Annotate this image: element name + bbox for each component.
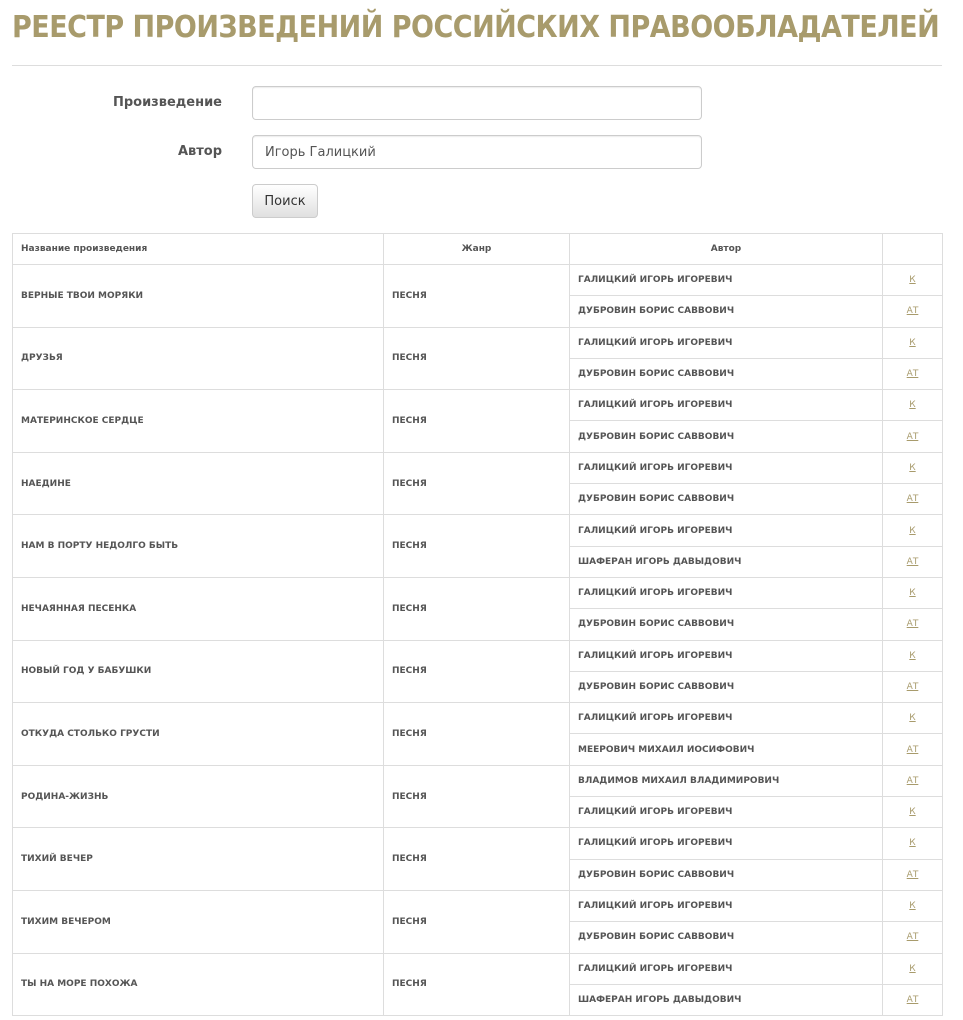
role-link[interactable]: АТ: [906, 619, 919, 630]
work-title-cell: ОТКУДА СТОЛЬКО ГРУСТИ: [13, 703, 384, 766]
role-cell: [883, 922, 943, 953]
header-role: [883, 234, 943, 265]
work-title-cell: МАТЕРИНСКОЕ СЕРДЦЕ: [13, 390, 384, 453]
table-row: [13, 390, 943, 421]
work-input[interactable]: [252, 86, 702, 120]
role-link[interactable]: АТ: [906, 369, 919, 380]
role-link[interactable]: К: [909, 807, 916, 818]
role-link[interactable]: К: [909, 337, 916, 348]
role-cell: [883, 452, 943, 483]
genre-cell: ПЕСНЯ: [384, 890, 570, 953]
author-name-cell: ГАЛИЦКИЙ ИГОРЬ ИГОРЕВИЧ: [570, 577, 883, 608]
role-link[interactable]: АТ: [906, 494, 919, 505]
author-name-cell: ГАЛИЦКИЙ ИГОРЬ ИГОРЕВИЧ: [570, 890, 883, 921]
role-link[interactable]: К: [909, 963, 916, 974]
work-title-cell: ТЫ НА МОРЕ ПОХОЖА: [13, 953, 384, 1016]
author-name-cell: ГАЛИЦКИЙ ИГОРЬ ИГОРЕВИЧ: [570, 327, 883, 358]
role-cell: [883, 296, 943, 327]
work-title-cell: ДРУЗЬЯ: [13, 327, 384, 390]
page-title: РЕЕСТР ПРОИЗВЕДЕНИЙ РОССИЙСКИХ ПРАВООБЛАДАТЕЛЕЙ: [12, 10, 940, 45]
role-cell: [883, 358, 943, 389]
role-cell: [883, 484, 943, 515]
table-row: [13, 327, 943, 358]
table-row: [13, 703, 943, 734]
genre-cell: ПЕСНЯ: [384, 765, 570, 828]
author-name-cell: ДУБРОВИН БОРИС САВВОВИЧ: [570, 609, 883, 640]
work-title-cell: ВЕРНЫЕ ТВОИ МОРЯКИ: [13, 265, 384, 328]
author-name-cell: ГАЛИЦКИЙ ИГОРЬ ИГОРЕВИЧ: [570, 797, 883, 828]
role-link[interactable]: АТ: [906, 431, 919, 442]
role-cell: [883, 609, 943, 640]
role-cell: [883, 640, 943, 671]
author-name-cell: ШАФЕРАН ИГОРЬ ДАВЫДОВИЧ: [570, 546, 883, 577]
author-name-cell: ДУБРОВИН БОРИС САВВОВИЧ: [570, 859, 883, 890]
role-link[interactable]: К: [909, 588, 916, 599]
role-link[interactable]: К: [909, 275, 916, 286]
role-cell: [883, 797, 943, 828]
role-cell: [883, 390, 943, 421]
genre-cell: ПЕСНЯ: [384, 953, 570, 1016]
role-cell: [883, 828, 943, 859]
table-row: [13, 890, 943, 921]
author-name-cell: ГАЛИЦКИЙ ИГОРЬ ИГОРЕВИЧ: [570, 515, 883, 546]
genre-cell: ПЕСНЯ: [384, 828, 570, 891]
role-cell: [883, 327, 943, 358]
role-link[interactable]: К: [909, 838, 916, 849]
work-title-cell: ТИХИЙ ВЕЧЕР: [13, 828, 384, 891]
role-link[interactable]: К: [909, 525, 916, 536]
table-row: [13, 765, 943, 796]
header-title: Название произведения: [13, 234, 384, 265]
search-button[interactable]: Поиск: [252, 184, 318, 218]
author-name-cell: ДУБРОВИН БОРИС САВВОВИЧ: [570, 484, 883, 515]
genre-cell: ПЕСНЯ: [384, 577, 570, 640]
work-title-cell: НАЕДИНЕ: [13, 452, 384, 515]
table-row: [13, 265, 943, 296]
role-link[interactable]: АТ: [906, 775, 919, 786]
author-name-cell: ВЛАДИМОВ МИХАИЛ ВЛАДИМИРОВИЧ: [570, 765, 883, 796]
table-row: [13, 953, 943, 984]
role-cell: [883, 421, 943, 452]
author-label: Автор: [177, 144, 222, 159]
author-name-cell: ДУБРОВИН БОРИС САВВОВИЧ: [570, 296, 883, 327]
work-title-cell: НОВЫЙ ГОД У БАБУШКИ: [13, 640, 384, 703]
role-link[interactable]: АТ: [906, 869, 919, 880]
role-cell: [883, 984, 943, 1015]
role-link[interactable]: АТ: [906, 306, 919, 317]
role-cell: [883, 265, 943, 296]
author-name-cell: ДУБРОВИН БОРИС САВВОВИЧ: [570, 671, 883, 702]
role-cell: [883, 703, 943, 734]
genre-cell: ПЕСНЯ: [384, 515, 570, 578]
author-name-cell: МЕЕРОВИЧ МИХАИЛ ИОСИФОВИЧ: [570, 734, 883, 765]
genre-cell: ПЕСНЯ: [384, 390, 570, 453]
role-link[interactable]: АТ: [906, 744, 919, 755]
author-name-cell: ГАЛИЦКИЙ ИГОРЬ ИГОРЕВИЧ: [570, 452, 883, 483]
author-name-cell: ГАЛИЦКИЙ ИГОРЬ ИГОРЕВИЧ: [570, 703, 883, 734]
role-cell: [883, 765, 943, 796]
role-link[interactable]: К: [909, 901, 916, 912]
role-link[interactable]: К: [909, 713, 916, 724]
role-cell: [883, 734, 943, 765]
table-row: [13, 640, 943, 671]
table-row: [13, 828, 943, 859]
table-row: [13, 577, 943, 608]
genre-cell: ПЕСНЯ: [384, 640, 570, 703]
author-input[interactable]: [252, 135, 702, 169]
work-title-cell: НАМ В ПОРТУ НЕДОЛГО БЫТЬ: [13, 515, 384, 578]
table-row: [13, 515, 943, 546]
author-name-cell: ДУБРОВИН БОРИС САВВОВИЧ: [570, 421, 883, 452]
role-cell: [883, 546, 943, 577]
author-name-cell: ДУБРОВИН БОРИС САВВОВИЧ: [570, 358, 883, 389]
author-name-cell: ШАФЕРАН ИГОРЬ ДАВЫДОВИЧ: [570, 984, 883, 1015]
role-link[interactable]: К: [909, 462, 916, 473]
title-divider: [12, 65, 942, 66]
role-cell: [883, 890, 943, 921]
role-cell: [883, 859, 943, 890]
work-label: Произведение: [112, 95, 222, 110]
work-title-cell: РОДИНА-ЖИЗНЬ: [13, 765, 384, 828]
role-link[interactable]: К: [909, 400, 916, 411]
work-title-cell: ТИХИМ ВЕЧЕРОМ: [13, 890, 384, 953]
genre-cell: ПЕСНЯ: [384, 327, 570, 390]
author-name-cell: ГАЛИЦКИЙ ИГОРЬ ИГОРЕВИЧ: [570, 640, 883, 671]
results-table: [12, 233, 943, 1016]
genre-cell: ПЕСНЯ: [384, 703, 570, 766]
role-link[interactable]: К: [909, 650, 916, 661]
genre-cell: ПЕСНЯ: [384, 265, 570, 328]
table-row: [13, 452, 943, 483]
author-name-cell: ГАЛИЦКИЙ ИГОРЬ ИГОРЕВИЧ: [570, 953, 883, 984]
role-link[interactable]: АТ: [906, 682, 919, 692]
role-cell: [883, 671, 943, 702]
results-body: [13, 265, 943, 1016]
author-name-cell: ДУБРОВИН БОРИС САВВОВИЧ: [570, 922, 883, 953]
role-cell: [883, 953, 943, 984]
author-name-cell: ГАЛИЦКИЙ ИГОРЬ ИГОРЕВИЧ: [570, 265, 883, 296]
role-cell: [883, 515, 943, 546]
role-cell: [883, 577, 943, 608]
role-link[interactable]: АТ: [906, 932, 919, 943]
work-title-cell: НЕЧАЯННАЯ ПЕСЕНКА: [13, 577, 384, 640]
header-author: Автор: [570, 234, 883, 265]
author-name-cell: ГАЛИЦКИЙ ИГОРЬ ИГОРЕВИЧ: [570, 390, 883, 421]
table-header-row: [13, 234, 943, 265]
role-link[interactable]: АТ: [906, 994, 919, 1005]
genre-cell: ПЕСНЯ: [384, 452, 570, 515]
author-name-cell: ГАЛИЦКИЙ ИГОРЬ ИГОРЕВИЧ: [570, 828, 883, 859]
role-link[interactable]: АТ: [906, 556, 919, 567]
header-genre: Жанр: [384, 234, 570, 265]
